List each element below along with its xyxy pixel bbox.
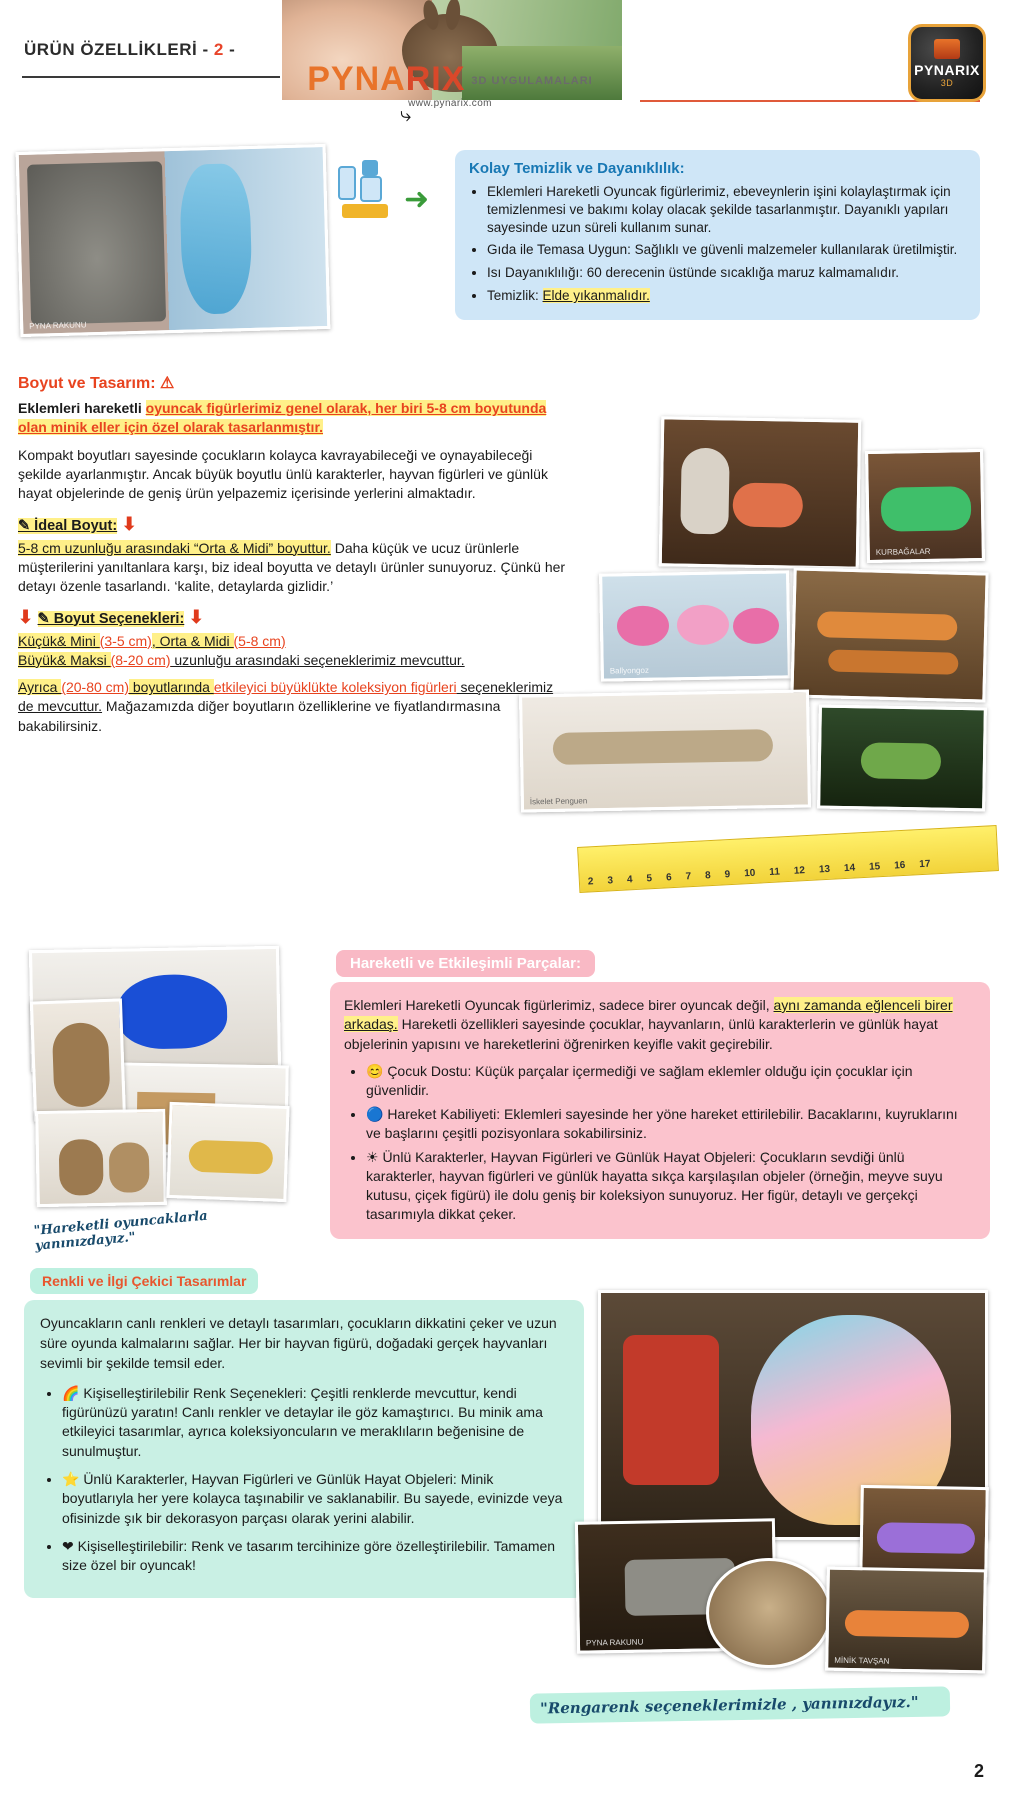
photo-pink-snails <box>599 570 791 681</box>
photo-green-dinosaur <box>865 449 985 563</box>
interactive-highlight: aynı zamanda eğlenceli birer arkadaş. <box>344 997 953 1033</box>
handwriting-note-left: "Hareketli oyuncaklarla yanınızdayız." <box>33 1208 209 1254</box>
brand-badge <box>908 24 986 102</box>
ruler-tick: 5 <box>646 873 653 885</box>
down-arrow-icon: ⬇ <box>121 513 137 534</box>
extra-mid: boyutlarında <box>129 679 214 696</box>
ruler-tick: 17 <box>919 858 931 871</box>
paragraph-extra-sizes <box>18 678 566 736</box>
ruler-tick: 3 <box>607 875 614 887</box>
logo-rix: RIX <box>405 60 466 98</box>
callout-heading: Kolay Temizlik ve Dayanıklılık: <box>469 160 685 177</box>
logo-text <box>300 62 600 96</box>
down-arrow-icon: ⬇ <box>188 606 204 627</box>
paragraph-interactive <box>344 996 976 1054</box>
page-title-prefix: ÜRÜN ÖZELLİKLERİ - <box>24 40 214 59</box>
ruler-tick: 4 <box>626 874 633 886</box>
option-mid-value: (5-8 cm) <box>233 632 286 649</box>
photo-orange-caterpillar <box>825 1567 987 1674</box>
option-tail: uzunluğu arasındaki seçeneklerimiz mevcuttur. <box>170 651 465 668</box>
photo-caption: PYNA RAKUNU <box>29 320 87 331</box>
ruler-tick: 11 <box>769 866 781 878</box>
option-large-name: Büyük& Maksi <box>18 651 111 668</box>
callout-cleaning-durability <box>455 150 980 320</box>
interactive-lead: Eklemleri Hareketli Oyuncak figürlerimiz, sadece birer oyuncak değil, <box>344 997 774 1013</box>
photo-brown-figures <box>30 998 126 1121</box>
extra-prefix: Ayrıca <box>18 679 62 696</box>
logo-url: www.pynarix.com <box>408 98 492 109</box>
ruler-tick: 10 <box>743 867 756 880</box>
ideal-size-value: 5-8 cm uzunluğu arasındaki “Orta & Midi” boyuttur. <box>18 539 331 556</box>
list-item: • ❤ Kişiselleştirilebilir: Renk ve tasarım tercihinize göre özelleştirilebilir. Tamamen size özel bir oyuncak! <box>62 1537 568 1576</box>
ideal-size-text: Daha küçük ve ucuz ürünlerle müşterilerini yanıltanlara karşı, biz ideal boyutta ve detaylı ürünler sunuyoruz. Çünkü her detayı özenle tasarlandı. ‘kalite, detaylarda gizlidir.’ <box>18 539 566 595</box>
list-item: • ⭐ Ünlü Karakterler, Hayvan Figürleri ve Günlük Hayat Objeleri: Minik boyutlarıyla her yere kolayca taşınabilir ve saklanabilir. Bu sayede, evinizde veya ofisinizde şık bir dekorasyon parçası olarak yerini alabilir. <box>62 1470 568 1528</box>
page-title-number: 2 <box>213 40 224 59</box>
cleaning-label: Temizlik: <box>487 288 543 304</box>
ruler-tick: 16 <box>893 859 906 872</box>
intro-lead: Eklemleri hareketli <box>18 400 146 416</box>
photo-cleaning-collage <box>16 144 331 337</box>
down-arrow-icon: ⬇ <box>18 606 34 627</box>
ruler-tick: 12 <box>793 865 806 877</box>
list-item: • Gıda ile Temasa Uygun: Sağlıklı ve güvenli malzemeler kullanılarak üretilmiştir. <box>487 241 966 259</box>
header-divider-left <box>22 76 280 78</box>
page-title-suffix: - <box>223 40 236 59</box>
ruler-tick: 7 <box>685 871 692 883</box>
callout-list <box>469 183 966 305</box>
option-small-value: (3-5 cm) <box>99 632 152 649</box>
extra-range: (20-80 cm) <box>61 679 129 696</box>
paragraph-intro <box>18 399 566 438</box>
photo-orange-lizards <box>790 567 988 702</box>
section-size-and-design <box>18 373 566 744</box>
option-large-value: (8-20 cm) <box>110 651 171 668</box>
list-item: • Eklemleri Hareketli Oyuncak figürlerimiz, ebeveynlerin işini kolaylaştırmak için temizlenmesi ve bakımı kolay olacak şekilde tasarlanmıştır. Dayanıklı yapıları sayesinde uzun süreli kullanım sunar. <box>487 183 966 236</box>
intro-highlight: oyuncak figürlerimiz genel olarak, her biri 5-8 cm boyutunda olan minik eller için özel olarak tasarlanmıştır. <box>18 400 547 436</box>
curved-arrow-icon: ⤷ <box>400 104 412 126</box>
colors-list <box>40 1384 568 1576</box>
badge-top-text: 3D <box>940 77 954 88</box>
section-tag-colorful-designs: Renkli ve İlgi Çekici Tasarımlar <box>30 1268 258 1294</box>
size-options-heading: ✎ Boyut Seçenekleri: <box>37 610 185 627</box>
ruler-tick: 8 <box>704 870 711 882</box>
paragraph-colors: Oyuncakların canlı renkleri ve detaylı tasarımları, çocukların dikkatini çeker ve uzun süre oyunda kalmalarını sağlar. Her bir hayvan figürü, doğadaki gerçek hayvanları sevimli bir şekilde temsil eder. <box>40 1315 557 1371</box>
photo-yellow-figures <box>166 1102 289 1202</box>
handwriting-note-bottom: "Rengarenk seçeneklerimizle , yanınızdayız." <box>530 1686 950 1723</box>
ruler-tick: 6 <box>665 872 672 884</box>
list-item: • Isı Dayanıklılığı: 60 derecenin üstünde sıcaklığa maruz kalmamalıdır. <box>487 264 966 282</box>
page-title <box>24 40 235 60</box>
list-item: • 😊 Çocuk Dostu: Küçük parçalar içermediği ve sağlam eklemler olduğu için çocuklar için güvenlidir. <box>366 1062 976 1100</box>
paragraph-size-options <box>18 632 566 671</box>
option-mid-name: , Orta & Midi <box>151 632 234 649</box>
logo-pyna: PYNA <box>307 60 406 98</box>
photo-caption: Ballyongoz <box>609 665 649 676</box>
page-number: 2 <box>973 1761 984 1781</box>
list-item: • 🔵 Hareket Kabiliyeti: Eklemleri sayesinde her yöne hareket ettirilebilir. Bacaklarını, kuyruklarını ve başlarını çeşitli pozisyonlara sokabilirsiniz. <box>366 1105 976 1143</box>
ruler-tick: 15 <box>868 861 881 873</box>
photo-skeleton-lizard <box>519 689 811 812</box>
green-arrow-icon: ➜ <box>404 183 430 216</box>
paragraph-ideal <box>18 539 566 597</box>
ruler-graphic <box>577 825 999 893</box>
paragraph-compact: Kompakt boyutları sayesinde çocukların kolayca kavrayabileceği ve oynayabileceği şekilde ayarlanmıştır. Ancak büyük boyutlu ünlü karakterler, hayvan figürleri ve günlük hayat objelerinde de geniş ürün yelpazemiz içerisinde yerlerini almaktadır. <box>18 446 548 502</box>
photo-bear-dinosaur <box>659 416 862 569</box>
badge-main-text: PYNARIX <box>914 61 980 78</box>
photo-caption: MİNİK TAVŞAN <box>834 1655 890 1666</box>
cleaning-value: Elde yıkanmalıdır. <box>542 288 650 304</box>
photo-rabbit-circle <box>706 1558 832 1668</box>
photo-forest-figure <box>817 705 987 812</box>
badge-emblem-icon <box>934 39 960 59</box>
interactive-tail: Hareketli özellikleri sayesinde çocuklar, hayvanların, ünlü karakterlerin ve günlük hayat objelerinin yapısını ve hareketlerini öğrenirken keyifle vakit geçirebilir. <box>344 1016 938 1052</box>
brand-logo <box>300 62 600 109</box>
ruler-tick: 2 <box>587 876 594 888</box>
section-tag-interactive-parts: Hareketli ve Etkileşimli Parçalar: <box>336 950 595 977</box>
photo-caption: KURBAĞALAR <box>875 546 931 557</box>
photo-caption: PYNA RAKUNU <box>585 1637 644 1648</box>
section-title: Boyut ve Tasarım: ⚠ <box>18 375 175 392</box>
extra-tail: seçeneklerimiz de mevcuttur. <box>18 679 554 715</box>
callout-interactive-parts <box>330 982 990 1239</box>
extra-desc: etkileyici büyüklükte koleksiyon figürleri <box>213 679 457 696</box>
option-small-name: Küçük& Mini <box>18 632 100 649</box>
callout-colorful-designs <box>24 1300 584 1598</box>
ideal-size-heading: ✎ İdeal Boyut: <box>18 517 118 534</box>
extra-note: Mağazamızda diğer boyutların özelliklerine ve fiyatlandırmasına bakabilirsiniz. <box>18 698 501 734</box>
list-item <box>487 287 966 305</box>
cleaning-supplies-icon <box>336 160 400 220</box>
logo-subtitle: 3D UYGULAMALARI <box>471 75 593 87</box>
photo-teddy-bears <box>35 1109 167 1207</box>
ruler-tick: 9 <box>724 869 731 881</box>
list-item: • ☀ Ünlü Karakterler, Hayvan Figürleri ve Günlük Hayat Objeleri: Çocukların sevdiği ünlü karakterler, hayvan figürleri ve günlük hayatta sıkça karşılaşılan objeler (örneğin, meyve suyu kutusu, çiçek figürü) ile dolu geniş bir koleksiyon sunuyoruz. Her figür, detaylı ve gerçekçi tasarımıyla dikkat çeker. <box>366 1148 976 1224</box>
photo-caption: İskelet Penguen <box>529 796 588 807</box>
interactive-list <box>344 1062 976 1224</box>
list-item: • 🌈 Kişiselleştirilebilir Renk Seçenekleri: Çeşitli renklerde mevcuttur, kendi figürünüzü yaratın! Canlı renkler ve detaylar ile göz kamaştırıcı. Bu minik ama etkileyici tasarımlar, ayrıca koleksiyoncuların ve meraklıların beğenisine de sunulmuştur. <box>62 1384 568 1461</box>
ruler-tick: 14 <box>843 862 856 875</box>
ruler-tick: 13 <box>818 863 831 876</box>
